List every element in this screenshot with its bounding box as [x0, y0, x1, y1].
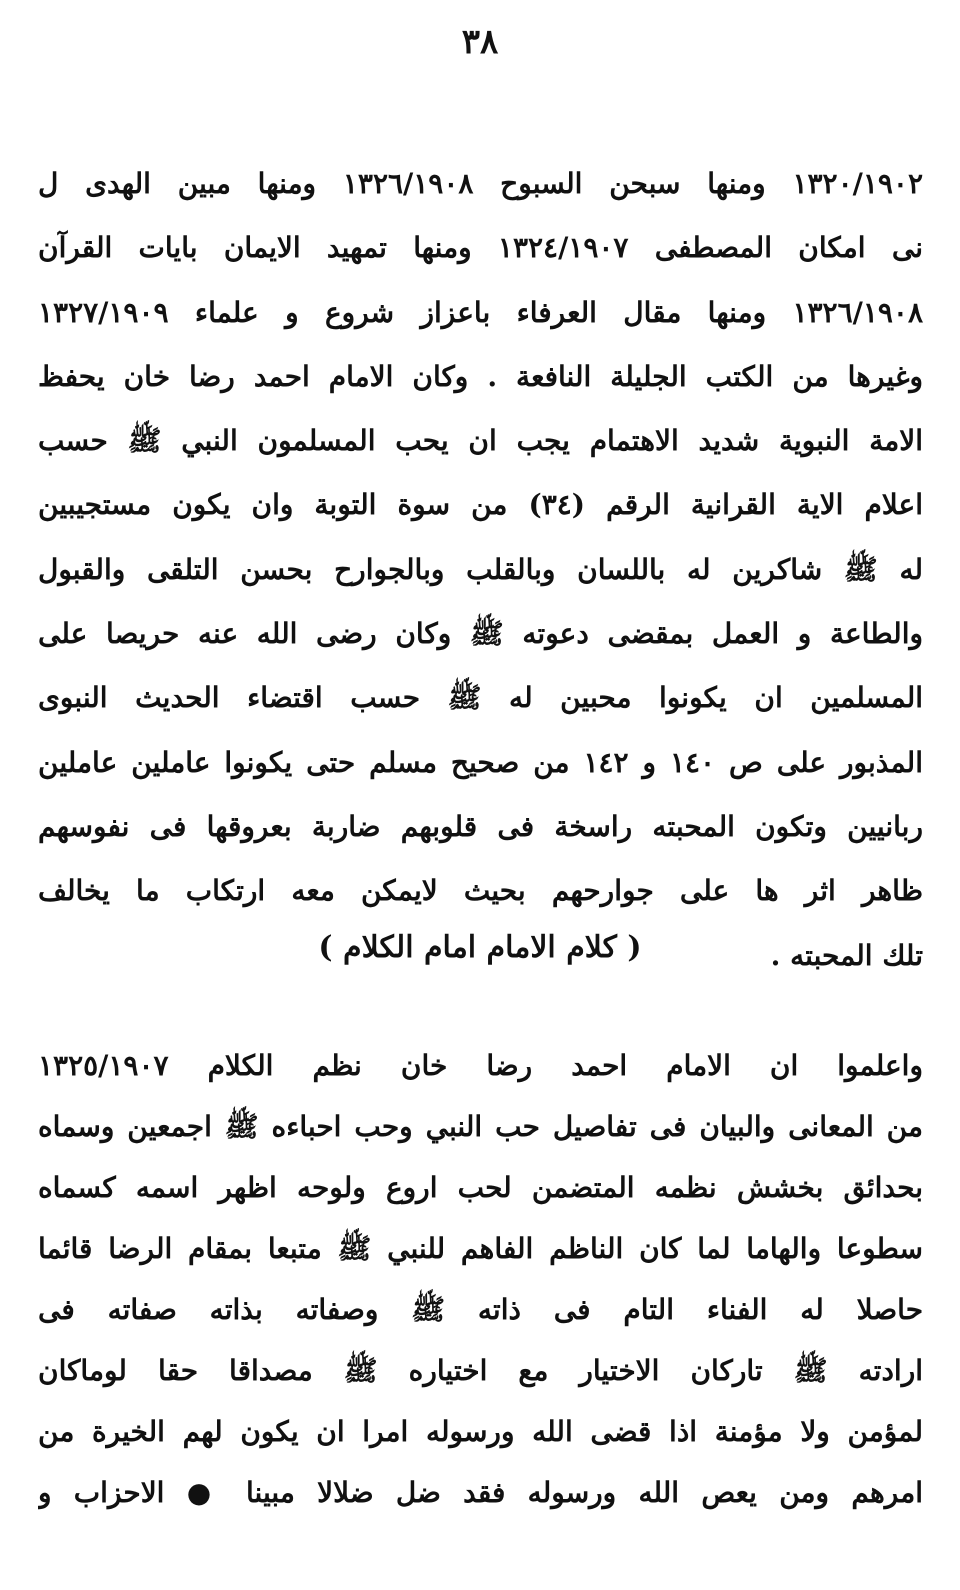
text-line: ١٣٢٦/١٩٠٨ ومنها مقال العرفاء باعزاز شروع و علماء ١٣٢٧/١٩٠٩: [38, 295, 923, 329]
text-line: المذبور على ص ١٤٠ و ١٤٢ من صحيح مسلم حتى يكونوا عاملين عاملين: [38, 745, 923, 779]
text-line: لمؤمن ولا مؤمنة اذا قضى الله ورسوله امرا ان يكون لهم الخيرة من: [38, 1415, 923, 1448]
paragraph-2: [38, 1035, 923, 1523]
paragraph-1: [38, 152, 923, 988]
text-line: واعلموا ان الامام احمد رضا خان نظم الكلام ١٣٢٥/١٩٠٧: [38, 1049, 923, 1082]
text-line: اعلام الاية القرانية الرقم (٣٤) من سوة التوبة وان يكون مستجيبين: [38, 488, 923, 522]
text-line: المسلمين ان يكونوا محبين له ﷺ حسب اقتضاء الحديث النبوى: [38, 681, 923, 715]
text-line: الامة النبوية شديد الاهتمام يجب ان يحب المسلمون النبي ﷺ حسب: [38, 424, 923, 458]
text-line: ارادته ﷺ تاركان الاختيار مع اختياره ﷺ مصداقا حقا لوماكان: [38, 1354, 923, 1387]
text-line: امرهم ومن يعص الله ورسوله فقد ضل ضلالا مبينا ● الاحزاب و: [38, 1476, 923, 1509]
text-line: تلك المحبته .: [770, 938, 923, 972]
text-line: بحدائق بخشش نظمه المتضمن لحب اروع ولوحه اظهر اسمه كسماه: [38, 1171, 923, 1204]
text-line: والطاعة و العمل بمقضى دعوته ﷺ وكان رضى الله عنه حريصا على: [38, 617, 923, 651]
text-line: ربانيين وتكون المحبته راسخة فى قلوبهم ضاربة بعروقها فى نفوسهم: [38, 809, 923, 843]
text-line: نى امكان المصطفى ١٣٢٤/١٩٠٧ ومنها تمهيد الايمان بايات القرآن: [38, 231, 923, 265]
text-line: وغيرها من الكتب الجليلة النافعة . وكان الامام احمد رضا خان يحفظ: [38, 359, 923, 393]
text-line: له ﷺ شاكرين له باللسان وبالقلب وبالجوارح بحسن التلقى والقبول: [38, 552, 923, 586]
text-line: حاصلا له الفناء التام فى ذاته ﷺ وصفاته بذاته صفاته فى: [38, 1293, 923, 1326]
text-line: ظاهر اثر ها على جوارحهم بحيث لايمكن معه ارتكاب ما يخالف: [38, 874, 923, 908]
page-number: ٣٨: [461, 22, 499, 62]
text-line: من المعانى والبيان فى تفاصيل حب النبي وحب احباءه ﷺ اجمعين وسماه: [38, 1110, 923, 1143]
text-line: سطوعا والهاما لما كان الناظم الفاهم للنبي ﷺ متبعا بمقام الرضا قائما: [38, 1232, 923, 1265]
section-heading: ( كلام الامام امام الكلام ): [318, 930, 642, 965]
text-line: ١٣٢٠/١٩٠٢ ومنها سبحن السبوح ١٣٢٦/١٩٠٨ ومنها مبين الهدى ل: [38, 167, 923, 200]
